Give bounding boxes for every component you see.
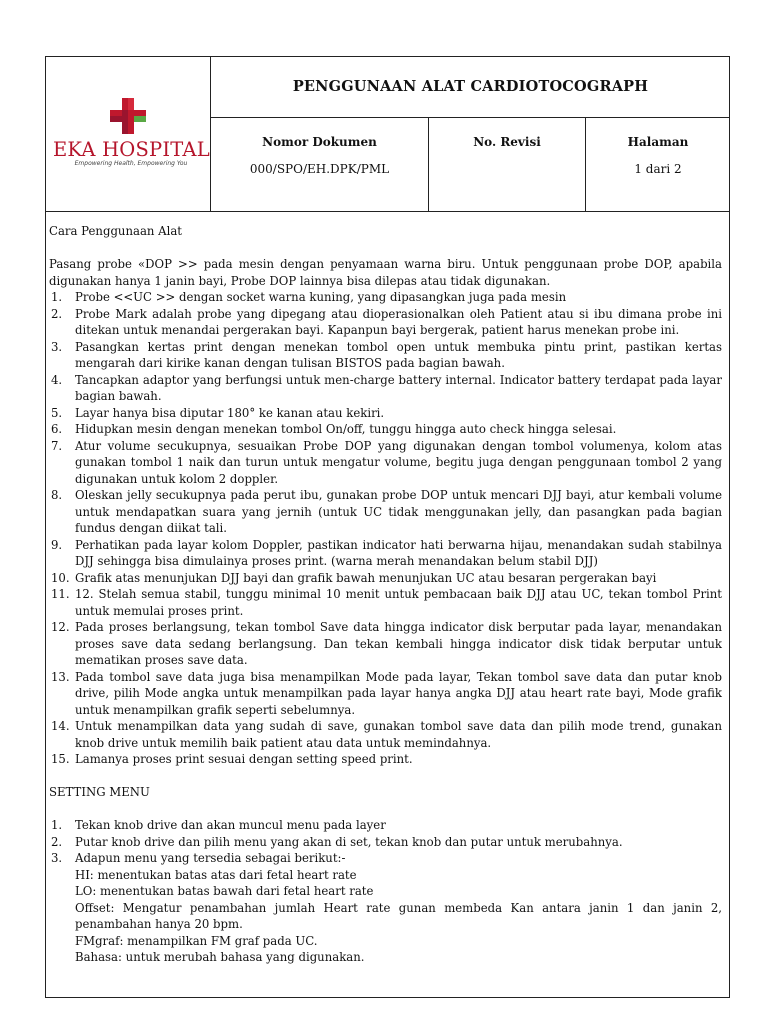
list-item bbox=[49, 834, 722, 851]
list-item-number: 8. bbox=[51, 488, 63, 502]
list-item-text: Perhatikan pada layar kolom Doppler, pastikan indicator hati berwarna hijau, menandakan sudah stabilnya DJJ sehingga bisa dimulainya proses print. (warna merah menandakan belum stabil DJJ) bbox=[75, 537, 722, 568]
medical-cross-icon bbox=[109, 97, 147, 135]
list-item-number: 2. bbox=[51, 306, 63, 321]
revision-cell bbox=[429, 118, 586, 211]
doc-number-value: 000/SPO/EH.DPK/PML bbox=[249, 162, 390, 176]
list-item-text: Tekan knob drive dan akan muncul menu pada layer bbox=[75, 818, 386, 832]
list-item-number: 7. bbox=[51, 438, 63, 453]
page-label: Halaman bbox=[627, 135, 689, 149]
list-item-number: 3. bbox=[51, 851, 63, 865]
page-cell bbox=[586, 118, 730, 211]
list-item bbox=[49, 570, 722, 587]
list-item bbox=[49, 537, 722, 570]
list-item-text: Pada proses berlangsung, tekan tombol Save data hingga indicator disk berputar pada layar, menandakan proses save data sedang berlangsung. Dan tekan kembali hingga indicator disk tidak berputar untuk mematikan proses save data. bbox=[75, 620, 722, 667]
list-item-text: Grafik atas menunjukan DJJ bayi dan grafik bawah menunjukan UC atau besaran pergerakan bayi bbox=[75, 570, 657, 585]
list-item-text: Putar knob drive dan pilih menu yang akan di set, tekan knob dan putar untuk merubahnya. bbox=[75, 834, 623, 849]
list-item-number: 11. bbox=[51, 587, 70, 601]
menu-item-line: LO: menentukan batas bawah dari fetal heart rate bbox=[75, 884, 374, 898]
list-item bbox=[49, 586, 722, 619]
list-item bbox=[49, 751, 722, 768]
section-title-usage: Cara Penggunaan Alat bbox=[49, 224, 183, 238]
list-item bbox=[49, 438, 722, 488]
list-item-number: 3. bbox=[51, 339, 63, 354]
list-item-number: 14. bbox=[51, 719, 70, 733]
menu-item-line: Bahasa: untuk merubah bahasa yang digunakan. bbox=[75, 950, 365, 964]
list-item bbox=[49, 405, 722, 422]
list-item-text: Adapun menu yang tersedia sebagai berikut:- bbox=[75, 851, 346, 865]
page-value: 1 dari 2 bbox=[634, 162, 682, 176]
list-item bbox=[49, 619, 722, 669]
list-item bbox=[49, 339, 722, 372]
list-item-text: Oleskan jelly secukupnya pada perut ibu, gunakan probe DOP untuk mencari DJJ bayi, atur kembali volume untuk mendapatkan suara yang jernih (untuk UC tidak menggunakan jelly, dan pasangkan pada bagian fundus dengan diikat tali. bbox=[75, 488, 722, 535]
list-item bbox=[49, 372, 722, 405]
list-item-text: Pada tombol save data juga bisa menampilkan Mode pada layar, Tekan tombol save data dan putar knob drive, pilih Mode angka untuk menampilkan pada layar hanya angka DJJ atau heart rate bayi, Mode grafik untuk menampilkan grafik seperti sebelumnya. bbox=[75, 669, 722, 717]
setting-steps-list bbox=[49, 817, 722, 867]
list-item bbox=[49, 850, 722, 867]
menu-item-line: Offset: Mengatur penambahan jumlah Heart rate gunan membeda Kan antara janin 1 dan janin 2, penambahan hanya 20 bpm. bbox=[75, 900, 722, 931]
list-item bbox=[49, 306, 722, 339]
list-item-text: Pasangkan kertas print dengan menekan tombol open untuk membuka pintu print, pastikan kertas mengarah dari kirike kanan dengan tulisan BISTOS pada bagian bawah. bbox=[75, 339, 722, 370]
list-item-text: Layar hanya bisa diputar 180° ke kanan atau kekiri. bbox=[75, 405, 385, 420]
list-item-number: 6. bbox=[51, 422, 63, 436]
logo-tagline: Empowering Health, Empowering You bbox=[74, 160, 188, 167]
doc-number-cell bbox=[211, 118, 429, 211]
logo-wordmark: EKA HOSPITAL bbox=[53, 138, 210, 161]
list-item bbox=[49, 487, 722, 537]
list-item-text: 12. Stelah semua stabil, tunggu minimal 10 menit untuk pembacaan baik DJJ atau UC, tekan tombol Print untuk memulai proses print. bbox=[75, 587, 722, 618]
logo-cell bbox=[45, 56, 211, 211]
list-item-text: Hidupkan mesin dengan menekan tombol On/off, tunggu hingga auto check hingga selesai. bbox=[75, 422, 617, 436]
list-item-number: 2. bbox=[51, 834, 63, 849]
intro-paragraph: Pasang probe «DOP >> pada mesin dengan penyamaan warna biru. Untuk penggunaan probe DOP, apabila digunakan hanya 1 janin bayi, Probe DOP lainnya bisa dilepas atau tidak digunakan. bbox=[49, 257, 722, 288]
menu-items-list bbox=[49, 867, 722, 966]
list-item-number: 5. bbox=[51, 405, 63, 420]
list-item-text: Probe <<UC >> dengan socket warna kuning, yang dipasangkan juga pada mesin bbox=[75, 290, 567, 304]
menu-item-line: FMgraf: menampilkan FM graf pada UC. bbox=[75, 933, 318, 948]
list-item-number: 12. bbox=[51, 620, 70, 634]
list-item-number: 1. bbox=[51, 290, 63, 304]
list-item bbox=[49, 289, 722, 306]
section-title-setting-menu: SETTING MENU bbox=[49, 785, 150, 799]
document-header bbox=[45, 56, 730, 212]
document-body bbox=[49, 223, 722, 966]
list-item bbox=[49, 421, 722, 438]
list-item bbox=[49, 669, 722, 719]
list-item-text: Untuk menampilkan data yang sudah di save, gunakan tombol save data dan pilih mode trend, gunakan knob drive untuk memilih baik patient atau data untuk memindahnya. bbox=[75, 719, 722, 750]
list-item-number: 13. bbox=[51, 669, 70, 684]
list-item-number: 4. bbox=[51, 372, 63, 387]
list-item-text: Lamanya proses print sesuai dengan setting speed print. bbox=[75, 752, 413, 766]
list-item-number: 10. bbox=[51, 570, 70, 585]
list-item-number: 15. bbox=[51, 752, 70, 766]
list-item-text: Tancapkan adaptor yang berfungsi untuk men-charge battery internal. Indicator battery terdapat pada layar bagian bawah. bbox=[75, 372, 722, 403]
list-item-number: 9. bbox=[51, 537, 63, 552]
list-item-text: Probe Mark adalah probe yang dipegang atau dioperasionalkan oleh Patient atau si ibu dimana probe ini ditekan untuk menandai pergerakan bayi. Kapanpun bayi bergerak, patient harus menekan probe ini. bbox=[75, 306, 722, 337]
list-item-number: 1. bbox=[51, 818, 63, 832]
list-item bbox=[49, 817, 722, 834]
list-item bbox=[49, 718, 722, 751]
usage-steps-list bbox=[49, 289, 722, 768]
document-title: PENGGUNAAN ALAT CARDIOTOCOGRAPH bbox=[211, 56, 730, 118]
menu-item-line: HI: menentukan batas atas dari fetal heart rate bbox=[75, 867, 357, 882]
revision-label: No. Revisi bbox=[473, 135, 541, 149]
list-item-text: Atur volume secukupnya, sesuaikan Probe DOP yang digunakan dengan tombol volumenya, kolom atas gunakan tombol 1 naik dan turun untuk mengatur volume, begitu juga dengan penggunaan tombol 2 yang digunakan untuk kolom 2 doppler. bbox=[75, 438, 722, 486]
doc-number-label: Nomor Dokumen bbox=[262, 135, 377, 149]
